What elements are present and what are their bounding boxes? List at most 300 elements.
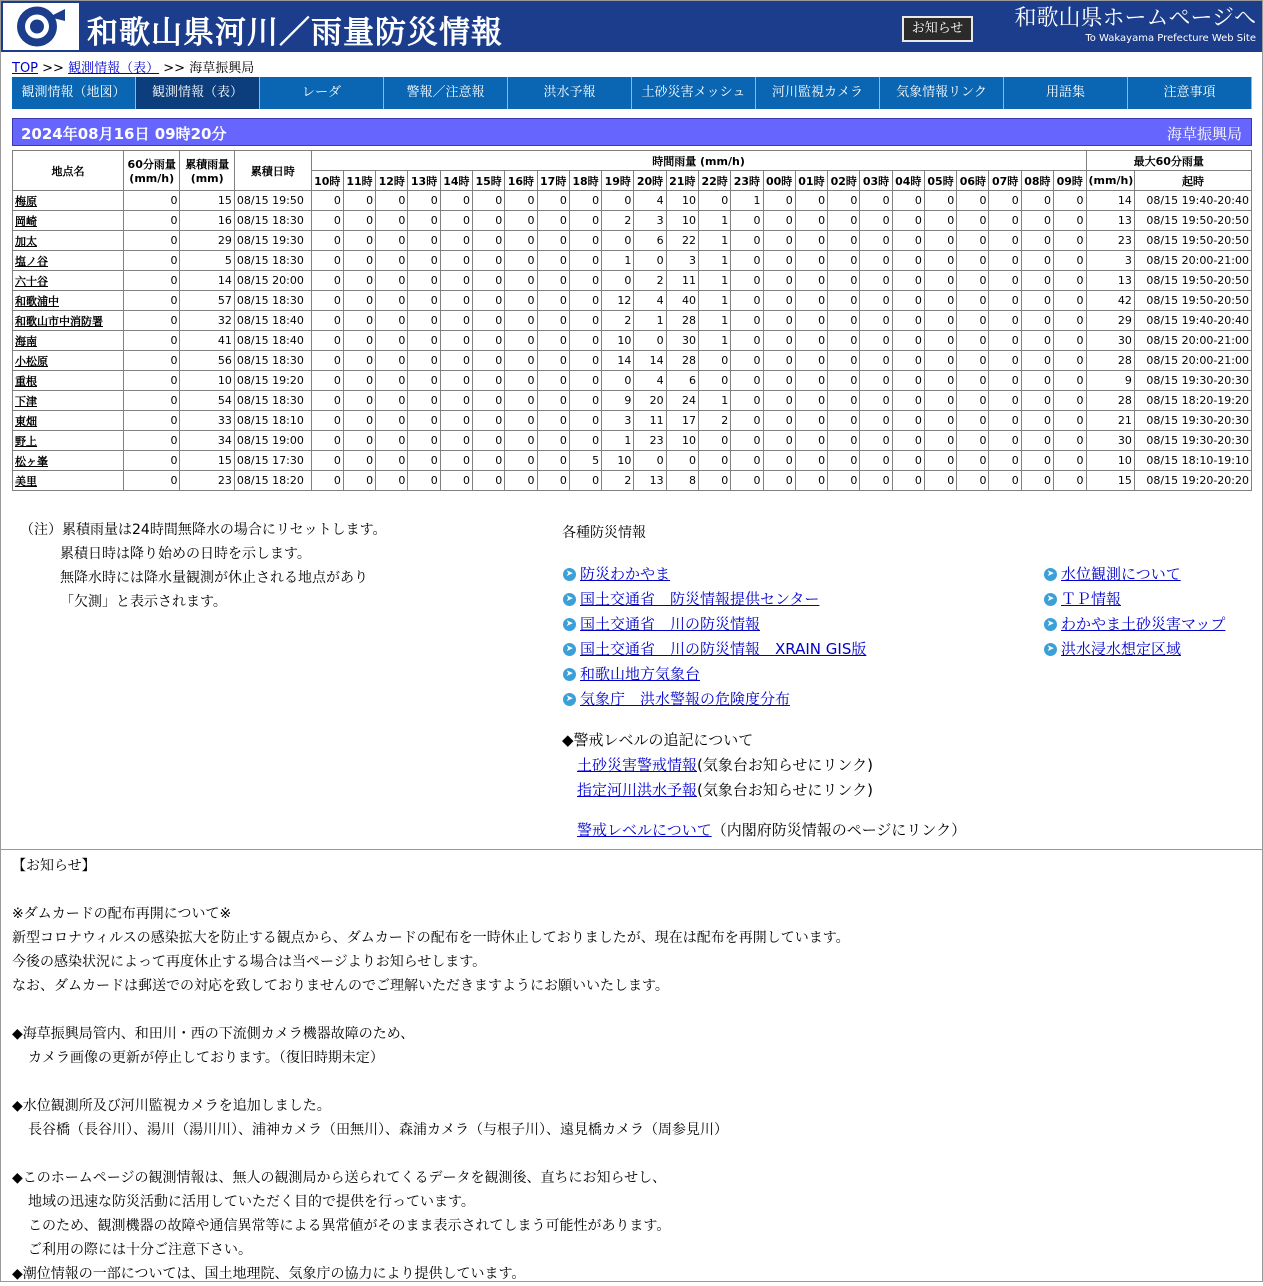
link-bousai-wakayama[interactable]: 防災わかやま xyxy=(580,565,671,583)
hourly-cell: 0 xyxy=(1054,471,1086,491)
hourly-cell: 0 xyxy=(505,391,537,411)
hourly-cell: 4 xyxy=(634,191,666,211)
hourly-cell: 0 xyxy=(763,191,795,211)
alert-suffix: (気象台お知らせにリンク) xyxy=(697,756,873,774)
hourly-cell: 0 xyxy=(376,391,408,411)
hourly-cell: 0 xyxy=(1021,291,1053,311)
hourly-cell: 0 xyxy=(892,211,924,231)
hourly-cell: 0 xyxy=(408,431,440,451)
hourly-cell: 0 xyxy=(343,471,375,491)
hourly-cell: 0 xyxy=(537,411,569,431)
hourly-cell: 0 xyxy=(860,211,892,231)
station-link[interactable]: 野上 xyxy=(15,434,37,448)
hourly-cell: 3 xyxy=(634,211,666,231)
max60-time-cell: 08/15 19:50-20:50 xyxy=(1134,231,1251,251)
station-link[interactable]: 岡崎 xyxy=(15,214,37,228)
max60-time-cell: 08/15 20:00-21:00 xyxy=(1134,251,1251,271)
hourly-cell: 0 xyxy=(537,351,569,371)
nav-river-camera[interactable]: 河川監視カメラ xyxy=(756,77,880,109)
cumulative-date-cell: 08/15 18:30 xyxy=(234,291,311,311)
hourly-cell: 0 xyxy=(1054,211,1086,231)
col-max60-group: 最大60分雨量 xyxy=(1086,151,1252,171)
cumulative-cell: 16 xyxy=(180,211,234,231)
nav-radar[interactable]: レーダ xyxy=(260,77,384,109)
hourly-cell: 0 xyxy=(698,351,730,371)
hourly-cell: 0 xyxy=(440,311,472,331)
hourly-cell: 0 xyxy=(376,271,408,291)
nav-glossary[interactable]: 用語集 xyxy=(1004,77,1128,109)
hourly-cell: 0 xyxy=(472,351,504,371)
cumulative-date-cell: 08/15 18:10 xyxy=(234,411,311,431)
hourly-cell: 0 xyxy=(569,291,601,311)
link-mlit-center[interactable]: 国土交通省 防災情報提供センター xyxy=(580,590,820,608)
cumulative-date-cell: 08/15 20:00 xyxy=(234,271,311,291)
link-item xyxy=(563,687,866,712)
hourly-cell: 0 xyxy=(634,331,666,351)
hourly-cell: 0 xyxy=(408,191,440,211)
note-line: 「欠測」と表示されます。 xyxy=(60,594,227,610)
hourly-cell: 0 xyxy=(440,291,472,311)
hourly-cell: 1 xyxy=(731,191,763,211)
hourly-cell: 10 xyxy=(666,191,698,211)
station-link[interactable]: 和歌山市中消防署 xyxy=(15,314,103,328)
hourly-cell: 0 xyxy=(989,211,1021,231)
hourly-cell: 0 xyxy=(602,271,634,291)
hourly-cell: 0 xyxy=(763,311,795,331)
alert-row xyxy=(562,778,966,803)
hourly-cell: 0 xyxy=(828,271,860,291)
station-cell xyxy=(13,211,124,231)
rain60-cell: 0 xyxy=(123,451,179,471)
rain60-cell: 0 xyxy=(123,191,179,211)
hourly-cell: 0 xyxy=(472,271,504,291)
hourly-cell: 0 xyxy=(505,251,537,271)
cumulative-cell: 32 xyxy=(180,311,234,331)
col-hour: 10時 xyxy=(311,171,343,191)
hourly-cell: 0 xyxy=(569,431,601,451)
hourly-cell: 0 xyxy=(860,411,892,431)
arrow-bullet-icon: ➤ xyxy=(563,618,576,631)
hourly-cell: 0 xyxy=(537,291,569,311)
breadcrumb-separator: >> xyxy=(42,61,64,76)
notice-area xyxy=(1,849,1262,1281)
col-hour: 02時 xyxy=(828,171,860,191)
hourly-cell: 0 xyxy=(795,191,827,211)
hourly-cell: 0 xyxy=(408,411,440,431)
nav-obs-table[interactable]: 観測情報（表） xyxy=(136,77,260,109)
arrow-bullet-icon: ➤ xyxy=(563,568,576,581)
hourly-cell: 0 xyxy=(408,371,440,391)
hourly-cell: 0 xyxy=(343,191,375,211)
hourly-cell: 0 xyxy=(828,191,860,211)
col-hour: 09時 xyxy=(1054,171,1086,191)
station-link[interactable]: 和歌浦中 xyxy=(15,294,59,308)
hourly-cell: 0 xyxy=(505,411,537,431)
station-link[interactable]: 美里 xyxy=(15,474,37,488)
prefecture-link-label: 和歌山県ホームページへ xyxy=(1014,6,1256,31)
hourly-cell: 0 xyxy=(924,291,956,311)
station-cell xyxy=(13,391,124,411)
hourly-cell: 0 xyxy=(1054,451,1086,471)
hourly-cell: 0 xyxy=(828,311,860,331)
hourly-cell: 0 xyxy=(828,351,860,371)
hourly-cell: 14 xyxy=(634,351,666,371)
breadcrumb-obs-table-link[interactable]: 観測情報（表） xyxy=(68,61,160,76)
hourly-cell: 0 xyxy=(795,271,827,291)
station-cell xyxy=(13,471,124,491)
hourly-cell: 0 xyxy=(957,311,989,331)
col-hour: 18時 xyxy=(569,171,601,191)
link-item xyxy=(1044,562,1225,587)
max60-time-cell: 08/15 20:00-21:00 xyxy=(1134,331,1251,351)
hourly-cell: 0 xyxy=(569,411,601,431)
hourly-cell: 0 xyxy=(860,251,892,271)
hourly-cell: 0 xyxy=(828,451,860,471)
notice-line: このため、観測機器の故障や通信異常等による異常値がそのまま表示されてしまう可能性があります。 xyxy=(28,1218,671,1234)
cumulative-cell: 54 xyxy=(180,391,234,411)
hourly-cell: 0 xyxy=(924,191,956,211)
hourly-cell: 0 xyxy=(569,311,601,331)
hourly-cell: 0 xyxy=(731,371,763,391)
hourly-cell: 0 xyxy=(1021,211,1053,231)
hourly-cell: 0 xyxy=(440,191,472,211)
hourly-cell: 0 xyxy=(602,371,634,391)
hourly-cell: 0 xyxy=(957,331,989,351)
hourly-cell: 0 xyxy=(828,471,860,491)
hourly-cell: 0 xyxy=(569,251,601,271)
link-item xyxy=(1044,637,1225,662)
station-cell xyxy=(13,431,124,451)
link-landslide-map[interactable]: わかやま土砂災害マップ xyxy=(1061,615,1226,633)
nav-warnings[interactable]: 警報／注意報 xyxy=(384,77,508,109)
hourly-cell: 0 xyxy=(860,451,892,471)
hourly-cell: 0 xyxy=(505,471,537,491)
hourly-cell: 0 xyxy=(505,271,537,291)
hourly-cell: 23 xyxy=(634,431,666,451)
hourly-cell: 0 xyxy=(376,231,408,251)
hourly-cell: 3 xyxy=(602,411,634,431)
station-link[interactable]: 下津 xyxy=(15,394,37,408)
hourly-cell: 0 xyxy=(1021,191,1053,211)
hourly-cell: 0 xyxy=(505,331,537,351)
table-row xyxy=(13,291,1252,311)
hourly-cell: 0 xyxy=(828,291,860,311)
hourly-cell: 1 xyxy=(698,331,730,351)
station-cell xyxy=(13,411,124,431)
hourly-cell: 0 xyxy=(408,271,440,291)
station-link[interactable]: 小松原 xyxy=(15,354,48,368)
rain60-cell: 0 xyxy=(123,331,179,351)
table-row xyxy=(13,391,1252,411)
hourly-cell: 0 xyxy=(892,231,924,251)
hourly-cell: 0 xyxy=(440,351,472,371)
hourly-cell: 0 xyxy=(311,431,343,451)
hourly-cell: 0 xyxy=(989,411,1021,431)
hourly-cell: 0 xyxy=(505,291,537,311)
station-link[interactable]: 塩ノ谷 xyxy=(15,254,48,268)
link-water-level[interactable]: 水位観測について xyxy=(1061,565,1181,583)
link-mlit-river[interactable]: 国土交通省 川の防災情報 xyxy=(580,615,761,633)
col-hour: 12時 xyxy=(376,171,408,191)
rain60-cell: 0 xyxy=(123,231,179,251)
site-title: 和歌山県河川／雨量防災情報 xyxy=(87,15,503,51)
max60-time-cell: 08/15 19:30-20:30 xyxy=(1134,371,1251,391)
hourly-cell: 0 xyxy=(892,251,924,271)
hourly-cell: 0 xyxy=(440,251,472,271)
max60-cell: 21 xyxy=(1086,411,1134,431)
hourly-cell: 0 xyxy=(763,391,795,411)
hourly-cell: 0 xyxy=(343,291,375,311)
hourly-cell: 0 xyxy=(408,311,440,331)
hourly-cell: 14 xyxy=(602,351,634,371)
hourly-cell: 0 xyxy=(343,271,375,291)
max60-time-cell: 08/15 19:40-20:40 xyxy=(1134,191,1251,211)
station-link[interactable]: 松ヶ峯 xyxy=(15,454,48,468)
hourly-cell: 0 xyxy=(376,291,408,311)
max60-time-cell: 08/15 18:10-19:10 xyxy=(1134,451,1251,471)
hourly-cell: 0 xyxy=(924,251,956,271)
hourly-cell: 0 xyxy=(892,371,924,391)
cumulative-cell: 57 xyxy=(180,291,234,311)
hourly-cell: 0 xyxy=(311,211,343,231)
hourly-cell: 0 xyxy=(795,391,827,411)
max60-cell: 13 xyxy=(1086,211,1134,231)
hourly-cell: 0 xyxy=(343,431,375,451)
prefecture-logo[interactable] xyxy=(3,3,79,50)
hourly-cell: 0 xyxy=(602,191,634,211)
disaster-links-right xyxy=(1044,562,1225,662)
cumulative-date-cell: 08/15 18:40 xyxy=(234,311,311,331)
hourly-cell: 0 xyxy=(376,451,408,471)
hourly-cell: 0 xyxy=(569,191,601,211)
hourly-cell: 0 xyxy=(731,411,763,431)
station-link[interactable]: 梅原 xyxy=(15,194,37,208)
max60-time-cell: 08/15 20:00-21:00 xyxy=(1134,351,1251,371)
hourly-cell: 0 xyxy=(343,311,375,331)
col-hour: 22時 xyxy=(698,171,730,191)
hourly-cell: 0 xyxy=(860,471,892,491)
col-hourly-group: 時間雨量 (mm/h) xyxy=(311,151,1086,171)
hourly-cell: 0 xyxy=(408,391,440,411)
hourly-cell: 1 xyxy=(698,311,730,331)
hourly-cell: 0 xyxy=(892,331,924,351)
max60-time-cell: 08/15 19:50-20:50 xyxy=(1134,291,1251,311)
hourly-cell: 0 xyxy=(731,391,763,411)
hourly-cell: 0 xyxy=(505,191,537,211)
hourly-cell: 0 xyxy=(1021,331,1053,351)
hourly-cell: 0 xyxy=(408,351,440,371)
notice-heading: 【お知らせ】 xyxy=(12,858,96,874)
rain60-cell: 0 xyxy=(123,471,179,491)
hourly-cell: 0 xyxy=(311,231,343,251)
hourly-cell: 2 xyxy=(602,311,634,331)
cumulative-date-cell: 08/15 18:30 xyxy=(234,351,311,371)
link-wakayama-jma[interactable]: 和歌山地方気象台 xyxy=(580,665,701,683)
hourly-cell: 0 xyxy=(989,311,1021,331)
hourly-cell: 0 xyxy=(472,211,504,231)
hourly-cell: 0 xyxy=(1021,271,1053,291)
station-link[interactable]: 東畑 xyxy=(15,414,37,428)
link-mlit-xrain[interactable]: 国土交通省 川の防災情報 XRAIN GIS版 xyxy=(580,640,867,658)
hourly-cell: 0 xyxy=(505,231,537,251)
col-hour: 00時 xyxy=(763,171,795,191)
hourly-cell: 0 xyxy=(892,471,924,491)
hourly-cell: 0 xyxy=(537,251,569,271)
hourly-cell: 0 xyxy=(957,451,989,471)
hourly-cell: 0 xyxy=(860,311,892,331)
hourly-cell: 0 xyxy=(537,311,569,331)
hourly-cell: 3 xyxy=(666,251,698,271)
max60-time-cell: 08/15 18:20-19:20 xyxy=(1134,391,1251,411)
hourly-cell: 2 xyxy=(698,411,730,431)
hourly-cell: 0 xyxy=(892,431,924,451)
hourly-cell: 0 xyxy=(1054,191,1086,211)
table-row xyxy=(13,331,1252,351)
hourly-cell: 0 xyxy=(440,211,472,231)
nav-landslide-mesh[interactable]: 土砂災害メッシュ xyxy=(632,77,756,109)
station-link[interactable]: 重根 xyxy=(15,374,37,388)
hourly-cell: 0 xyxy=(343,351,375,371)
table-row xyxy=(13,371,1252,391)
hourly-cell: 0 xyxy=(472,471,504,491)
hourly-cell: 10 xyxy=(602,451,634,471)
main-nav xyxy=(12,77,1252,109)
table-row xyxy=(13,311,1252,331)
hourly-cell: 0 xyxy=(343,411,375,431)
col-hour: 21時 xyxy=(666,171,698,191)
hourly-cell: 0 xyxy=(795,351,827,371)
hourly-cell: 0 xyxy=(472,391,504,411)
station-link[interactable]: 六十谷 xyxy=(15,274,48,288)
link-flood-forecast-river[interactable]: 指定河川洪水予報 xyxy=(577,781,698,799)
link-jma-flood-risk[interactable]: 気象庁 洪水警報の危険度分布 xyxy=(580,690,791,708)
station-link[interactable]: 海南 xyxy=(15,334,37,348)
link-tp-info[interactable]: ＴＰ情報 xyxy=(1061,590,1122,608)
hourly-cell: 0 xyxy=(731,231,763,251)
hourly-cell: 0 xyxy=(860,371,892,391)
notice-line: 新型コロナウィルスの感染拡大を防止する観点から、ダムカードの配布を一時休止しておりましたが、現在は配布を再開しています。 xyxy=(12,930,850,946)
disaster-info-title: 各種防災情報 xyxy=(562,525,646,541)
hourly-cell: 0 xyxy=(537,271,569,291)
hourly-cell: 0 xyxy=(505,311,537,331)
hourly-cell: 0 xyxy=(505,351,537,371)
nav-weather-links[interactable]: 気象情報リンク xyxy=(880,77,1004,109)
hourly-cell: 0 xyxy=(376,251,408,271)
nav-notes[interactable]: 注意事項 xyxy=(1128,77,1252,109)
rain60-cell: 0 xyxy=(123,211,179,231)
arrow-bullet-icon: ➤ xyxy=(563,593,576,606)
hourly-cell: 0 xyxy=(311,251,343,271)
table-row xyxy=(13,191,1252,211)
max60-cell: 28 xyxy=(1086,391,1134,411)
col-cumulative-label: 累積雨量 xyxy=(185,158,230,171)
table-row xyxy=(13,351,1252,371)
hourly-cell: 0 xyxy=(892,311,924,331)
station-link[interactable]: 加太 xyxy=(15,234,37,248)
hourly-cell: 0 xyxy=(343,211,375,231)
hourly-cell: 0 xyxy=(989,271,1021,291)
hourly-cell: 0 xyxy=(440,451,472,471)
hourly-cell: 0 xyxy=(828,231,860,251)
hourly-cell: 0 xyxy=(731,451,763,471)
hourly-cell: 6 xyxy=(666,371,698,391)
max60-time-cell: 08/15 19:50-20:50 xyxy=(1134,271,1251,291)
hourly-cell: 0 xyxy=(537,471,569,491)
hourly-cell: 0 xyxy=(795,371,827,391)
hourly-cell: 0 xyxy=(957,291,989,311)
hourly-cell: 0 xyxy=(924,371,956,391)
hourly-cell: 0 xyxy=(537,431,569,451)
hourly-cell: 0 xyxy=(537,231,569,251)
notes-section xyxy=(20,518,387,614)
cumulative-cell: 41 xyxy=(180,331,234,351)
cumulative-cell: 23 xyxy=(180,471,234,491)
hourly-cell: 0 xyxy=(1021,311,1053,331)
cumulative-date-cell: 08/15 17:30 xyxy=(234,451,311,471)
link-alert-level[interactable]: 警戒レベルについて xyxy=(577,821,712,839)
max60-cell: 23 xyxy=(1086,231,1134,251)
hourly-cell: 0 xyxy=(957,411,989,431)
notice-line: ◆潮位情報の一部については、国土地理院、気象庁の協力により提供しています。 xyxy=(12,1266,526,1282)
hourly-cell: 0 xyxy=(860,391,892,411)
max60-cell: 28 xyxy=(1086,351,1134,371)
hourly-cell: 0 xyxy=(440,471,472,491)
nav-flood-forecast[interactable]: 洪水予報 xyxy=(508,77,632,109)
link-flood-area[interactable]: 洪水浸水想定区域 xyxy=(1061,640,1182,658)
table-row xyxy=(13,431,1252,451)
notice-button[interactable]: お知らせ xyxy=(902,16,973,42)
hourly-cell: 0 xyxy=(698,431,730,451)
hourly-cell: 0 xyxy=(440,271,472,291)
hourly-cell: 0 xyxy=(472,311,504,331)
station-cell xyxy=(13,291,124,311)
hourly-cell: 0 xyxy=(989,331,1021,351)
hourly-cell: 10 xyxy=(666,211,698,231)
prefecture-homepage-link[interactable] xyxy=(1014,5,1256,45)
breadcrumb-top-link[interactable]: TOP xyxy=(12,61,39,76)
notice-line: ※ダムカードの配布再開について※ xyxy=(12,906,232,922)
hourly-cell: 0 xyxy=(957,351,989,371)
hourly-cell: 0 xyxy=(763,451,795,471)
hourly-cell: 0 xyxy=(343,451,375,471)
link-item xyxy=(563,637,866,662)
hourly-cell: 0 xyxy=(828,371,860,391)
hourly-cell: 0 xyxy=(376,411,408,431)
table-row xyxy=(13,231,1252,251)
cumulative-date-cell: 08/15 18:20 xyxy=(234,471,311,491)
rainfall-table xyxy=(12,150,1252,491)
arrow-bullet-icon: ➤ xyxy=(1044,643,1057,656)
hourly-cell: 0 xyxy=(472,191,504,211)
hourly-cell: 0 xyxy=(763,291,795,311)
hourly-cell: 0 xyxy=(440,231,472,251)
alert-row xyxy=(562,753,966,778)
max60-cell: 42 xyxy=(1086,291,1134,311)
hourly-cell: 0 xyxy=(440,431,472,451)
hourly-cell: 0 xyxy=(989,251,1021,271)
hourly-cell: 0 xyxy=(892,271,924,291)
hourly-cell: 0 xyxy=(472,431,504,451)
nav-obs-map[interactable]: 観測情報（地図） xyxy=(12,77,136,109)
hourly-cell: 0 xyxy=(924,391,956,411)
hourly-cell: 0 xyxy=(957,251,989,271)
rain60-cell: 0 xyxy=(123,411,179,431)
hourly-cell: 0 xyxy=(311,271,343,291)
link-landslide-alert[interactable]: 土砂災害警戒情報 xyxy=(577,756,698,774)
col-hour: 07時 xyxy=(989,171,1021,191)
hourly-cell: 0 xyxy=(795,251,827,271)
hourly-cell: 0 xyxy=(924,471,956,491)
